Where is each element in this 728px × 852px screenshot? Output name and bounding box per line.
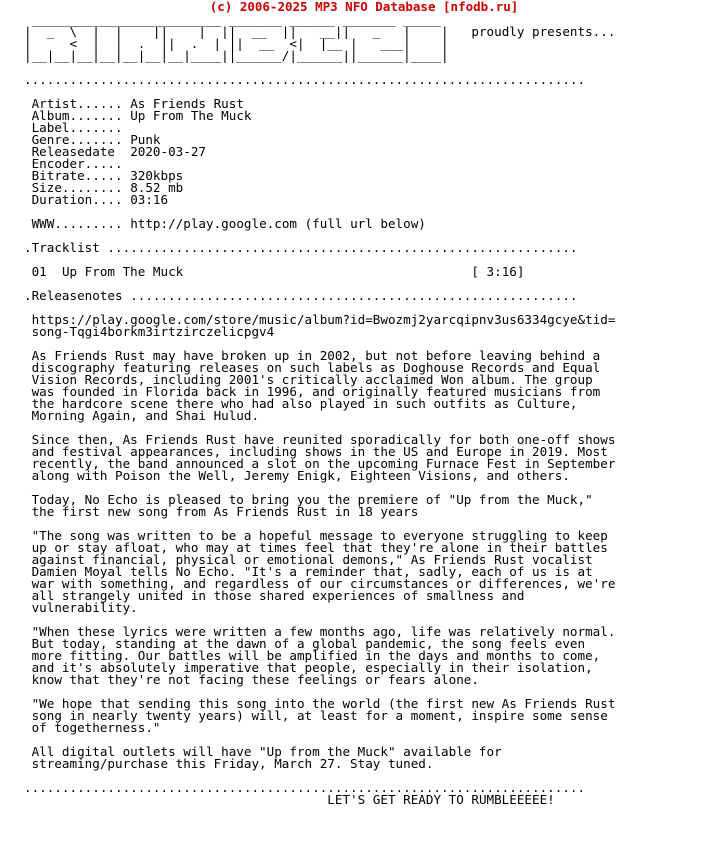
paragraph-text: Since then, As Friends Rust have reunited sporadically for both one-off shows (31, 432, 616, 447)
paragraph-text: But today, standing at the dawn of a global pandemic, the song feels even (31, 636, 586, 651)
nfo-document (24, 14, 615, 806)
footer-text: LET'S GET READY TO RUMBLEEEEE! (327, 792, 555, 807)
info-label: Bitrate..... (31, 168, 123, 183)
paragraph-text: As Friends Rust may have broken up in 2002, but not before leaving behind a (31, 348, 601, 363)
footer-row (24, 794, 615, 806)
paragraph-line (24, 722, 615, 734)
paragraph-text: against financial, physical or emotional demons," As Friends Rust vocalist (31, 552, 593, 567)
release-url[interactable]: https://play.google.com/store/music/album?id=Bwozmj2yarcqipnv3us6334gcye&tid= (31, 312, 616, 327)
info-label: Releasedate (31, 144, 123, 159)
info-label: Artist...... (31, 96, 123, 111)
info-value: 8.52 mb (130, 180, 184, 195)
info-value: 320kbps (130, 168, 184, 183)
tracklist-heading: .Tracklist .............................................................. (24, 240, 578, 255)
paragraph-text: along with Poison the Well, Jeremy Enigk, Eighteen Visions, and others. (31, 468, 570, 483)
logo-line: | _ \ | | || | || __ || __|| _ | | (24, 24, 449, 39)
separator (24, 74, 615, 86)
releasenotes-header (24, 290, 615, 302)
track-title: Up From The Muck (61, 264, 184, 279)
url-line (24, 326, 615, 338)
copyright-banner: (c) 2006-2025 MP3 NFO Database [nfodb.ru] (209, 0, 519, 14)
info-label: Size........ (31, 180, 123, 195)
paragraph-line (24, 506, 615, 518)
paragraph-text: was founded in Florida back in 1996, and originally featured musicians from (31, 384, 601, 399)
paragraph-text: streaming/purchase this Friday, March 27. Stay tuned. (31, 756, 434, 771)
logo-line: |__|__|__|__|__|__|__|____||______/|______||______|____| (24, 48, 449, 63)
paragraph-text: the first new song from As Friends Rust in 18 years (31, 504, 419, 519)
paragraph-line (24, 674, 615, 686)
paragraph-text: know that they're not facing these feelings or fears alone. (31, 672, 479, 687)
logo-tagline: proudly presents... (471, 24, 616, 39)
tracklist-header (24, 242, 615, 254)
ascii-logo-line (24, 50, 615, 62)
info-value: 2020-03-27 (130, 144, 207, 159)
release-url[interactable]: song-Tqgi4borkm3irtzirczelicpgv4 (31, 324, 275, 339)
paragraph-text: and festival appearances, including shows in the US and Europe in 2019. Most (31, 444, 608, 459)
paragraph-text: Morning Again, and Shai Hulud. (31, 408, 260, 423)
paragraph-line (24, 602, 615, 614)
releasenotes-heading: .Releasenotes ........................................................... (24, 288, 578, 303)
info-label: Label....... (31, 120, 123, 135)
paragraph-text: and it's absolutely imperative that people, especially in their isolation, (31, 660, 593, 675)
logo-line: _________________________ _______ ______ _______ _____ (24, 12, 442, 27)
info-label: Encoder..... (31, 156, 123, 171)
paragraph-text: "We hope that sending this song into the world (the first new As Friends Rust (31, 696, 616, 711)
paragraph-text: all strangely united in those shared experiences of smallness and (31, 588, 525, 603)
paragraph-line (24, 410, 615, 422)
info-label: Genre....... (31, 132, 123, 147)
paragraph-text: song in nearly twenty years) will, at least for a moment, inspire some sense (31, 708, 608, 723)
track-duration: [ 3:16] (471, 264, 525, 279)
paragraph-text: Today, No Echo is pleased to bring you the premiere of "Up from the Muck," (31, 492, 593, 507)
track-row (24, 266, 615, 278)
info-value: Punk (130, 132, 161, 147)
paragraph-text: up or stay afloat, who may at times feel that they're alone in their battles (31, 540, 608, 555)
track-number: 01 (31, 264, 47, 279)
paragraph-text: "The song was written to be a hopeful message to everyone struggling to keep (31, 528, 608, 543)
info-label: Album....... (31, 108, 123, 123)
info-value: As Friends Rust (130, 96, 244, 111)
paragraph-text: recently, the band announced a slot on the upcoming Furnace Fest in September (31, 456, 616, 471)
info-row (24, 194, 615, 206)
info-value: 03:16 (130, 192, 169, 207)
paragraph-line (24, 470, 615, 482)
paragraph-text: All digital outlets will have "Up from the Muck" available for (31, 744, 502, 759)
paragraph-line (24, 758, 615, 770)
paragraph-text: of togetherness." (31, 720, 161, 735)
paragraph-text: "When these lyrics were written a few months ago, life was relatively normal. (31, 624, 616, 639)
www-label: WWW......... (31, 216, 123, 231)
paragraph-text: the hardcore scene there who had also played in such outfits as Culture, (31, 396, 578, 411)
logo-line: | < | | . || . | || __ <| |__ | ___| | (24, 36, 449, 51)
paragraph-text: discography featuring releases on such labels as Doghouse Records and Equal (31, 360, 601, 375)
paragraph-text: vulnerability. (31, 600, 138, 615)
separator-dots: .......................................................................... (24, 72, 586, 87)
info-label: Duration.... (31, 192, 123, 207)
info-value: Up From The Muck (130, 108, 252, 123)
paragraph-text: war with something, and regardless of our circumstances or differences, we're (31, 576, 616, 591)
www-link[interactable]: http://play.google.com (full url below) (130, 216, 426, 231)
paragraph-text: Vision Records, including 2001's critically acclaimed Won album. The group (31, 372, 593, 387)
separator-dots: .......................................................................... (24, 780, 586, 795)
www-row (24, 218, 615, 230)
paragraph-text: more fitting. Our battles will be amplified in the days and months to come, (31, 648, 601, 663)
paragraph-text: Damien Moyal tells No Echo. "It's a reminder that, sadly, each of us is at (31, 564, 593, 579)
